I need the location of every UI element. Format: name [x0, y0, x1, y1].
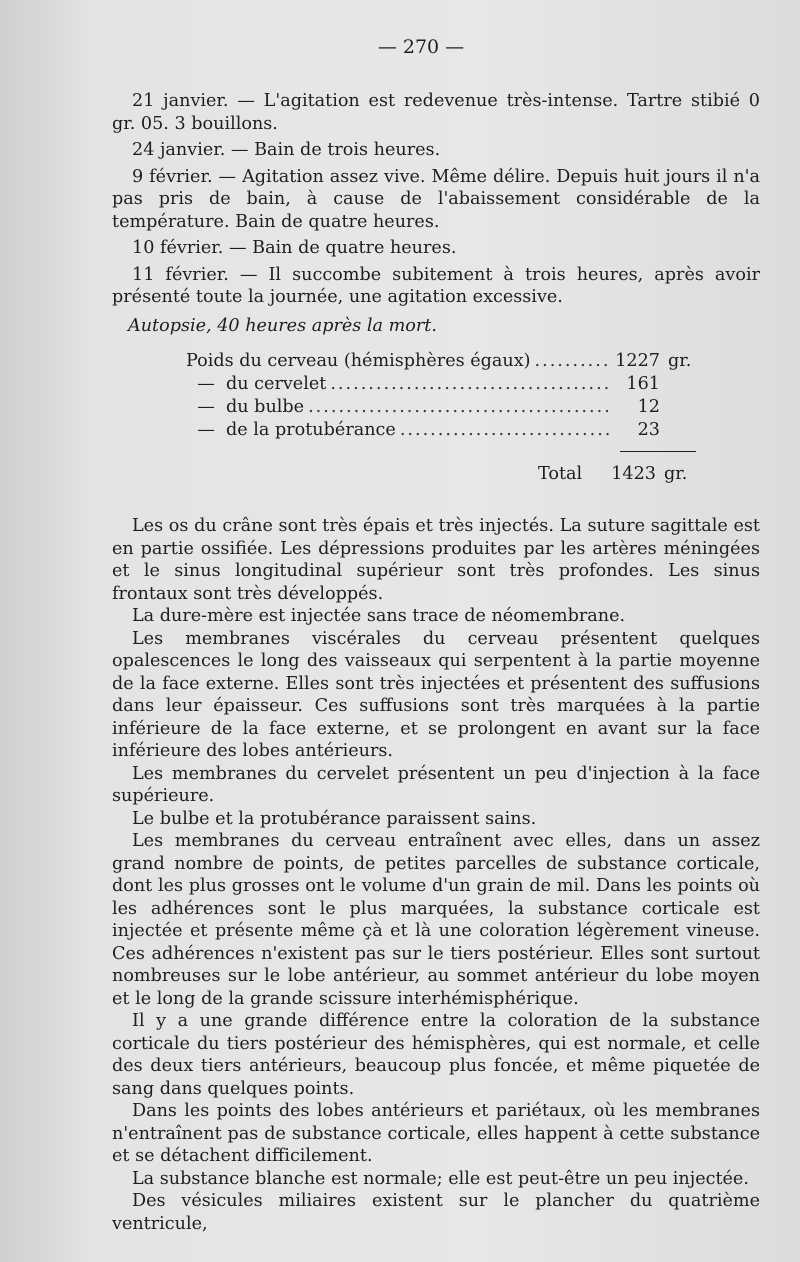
ditto-dash: —	[197, 420, 215, 440]
weight-value: 12	[637, 397, 660, 417]
weight-value: 1227	[615, 351, 660, 371]
paragraph-membranes-visc: Les membranes viscérales du cerveau présentent quelques opalescences le long des vaisseaux qui serpentent à la partie moyenne de la face externe. Elles sont très injectées et présentent des suffusions dans leur épaisseur. Ces suffusions sont très marquées à la partie inférieure de la face externe, et se prolongent en avant sur la face inférieure des lobes antérieurs.	[112, 628, 760, 761]
weight-label: Poids du cerveau (hémisphères égaux)	[186, 351, 531, 371]
total-unit: gr.	[664, 464, 688, 484]
total-label: Total	[538, 464, 583, 484]
autopsy-heading: Autopsie, 40 heures après la mort.	[128, 315, 437, 336]
paragraph-dure-mere: La dure-mère est injectée sans trace de néomembrane.	[132, 606, 626, 626]
leader-dots	[535, 351, 610, 371]
total-rule	[620, 451, 696, 452]
entry-11-fevrier: 11 février. — Il succombe subitement à trois heures, après avoir présenté toute la journée, une agitation excessive.	[112, 264, 760, 307]
leader-dots	[400, 420, 610, 440]
paragraph-bulbe: Le bulbe et la protubérance paraissent sains.	[132, 808, 537, 829]
clinical-entries	[112, 90, 760, 309]
paragraph-lobes: Dans les points des lobes antérieurs et pariétaux, où les membranes n'entraînent pas de substance corticale, elles happent à cette substance et se détachent difficilement.	[112, 1101, 760, 1166]
total-value: 1423	[611, 464, 656, 484]
weight-value: 23	[637, 420, 660, 440]
paragraph-vesicules: Des vésicules miliaires existent sur le plancher du quatrième ventricule,	[112, 1191, 760, 1234]
weight-label: du bulbe	[226, 397, 305, 417]
entry-10-fevrier: 10 février. — Bain de quatre heures.	[132, 238, 457, 258]
entry-21-janvier: 21 janvier. — L'agitation est redevenue très-intense. Tartre stibié 0 gr. 05. 3 bouillons.	[112, 91, 760, 134]
entry-24-janvier: 24 janvier. — Bain de trois heures.	[132, 140, 441, 160]
weight-label: de la protubérance	[226, 420, 396, 440]
paragraph-coloration: Il y a une grande différence entre la coloration de la substance corticale du tiers postérieur des hémisphères, qui est normale, et celle des deux tiers antérieurs, beaucoup plus foncée, et même piquetée de sang dans quelques points.	[112, 1011, 760, 1099]
weight-row-cerveau	[186, 351, 704, 374]
weight-label: du cervelet	[226, 374, 327, 394]
weight-row-protuberance	[186, 420, 704, 443]
weight-total-row	[186, 464, 704, 487]
leader-dots	[308, 397, 610, 417]
weights-table	[186, 351, 704, 487]
weight-unit: gr.	[668, 351, 692, 371]
page-number: — 270 —	[377, 36, 465, 58]
weight-row-cervelet	[186, 374, 704, 397]
weight-row-bulbe	[186, 397, 704, 420]
paragraph-crane: Les os du crâne sont très épais et très injectés. La suture sagittale est en partie ossifiée. Les dépressions produites par les artères méningées et le sinus longitudinal supérieur sont très profondes. Les sinus frontaux sont très développés.	[112, 516, 760, 604]
entry-9-fevrier: 9 février. — Agitation assez vive. Même délire. Depuis huit jours il n'a pas pris de bain, à cause de l'abaissement considérable de la température. Bain de quatre heures.	[112, 166, 760, 232]
ditto-dash: —	[197, 397, 215, 417]
ditto-dash: —	[197, 374, 215, 394]
weight-value: 161	[626, 374, 660, 394]
autopsy-findings	[112, 515, 760, 1235]
paragraph-adherences: Les membranes du cerveau entraînent avec elles, dans un assez grand nombre de points, de petites parcelles de substance corticale, dont les plus grosses ont le volume d'un grain de mil. Dans les points où les adhérences sont le plus marquées, la substance corticale est injectée et présente même çà et là une coloration légèrement vineuse. Ces adhérences n'existent pas sur le tiers postérieur. Elles sont surtout nombreuses sur le lobe antérieur, au sommet antérieur du lobe moyen et le long de la grande scissure interhémisphérique.	[112, 831, 760, 1009]
leader-dots	[330, 374, 610, 394]
paragraph-substance-blanche: La substance blanche est normale; elle est peut-être un peu injectée.	[132, 1168, 749, 1189]
paragraph-cervelet: Les membranes du cervelet présentent un peu d'injection à la face supérieure.	[112, 763, 760, 806]
